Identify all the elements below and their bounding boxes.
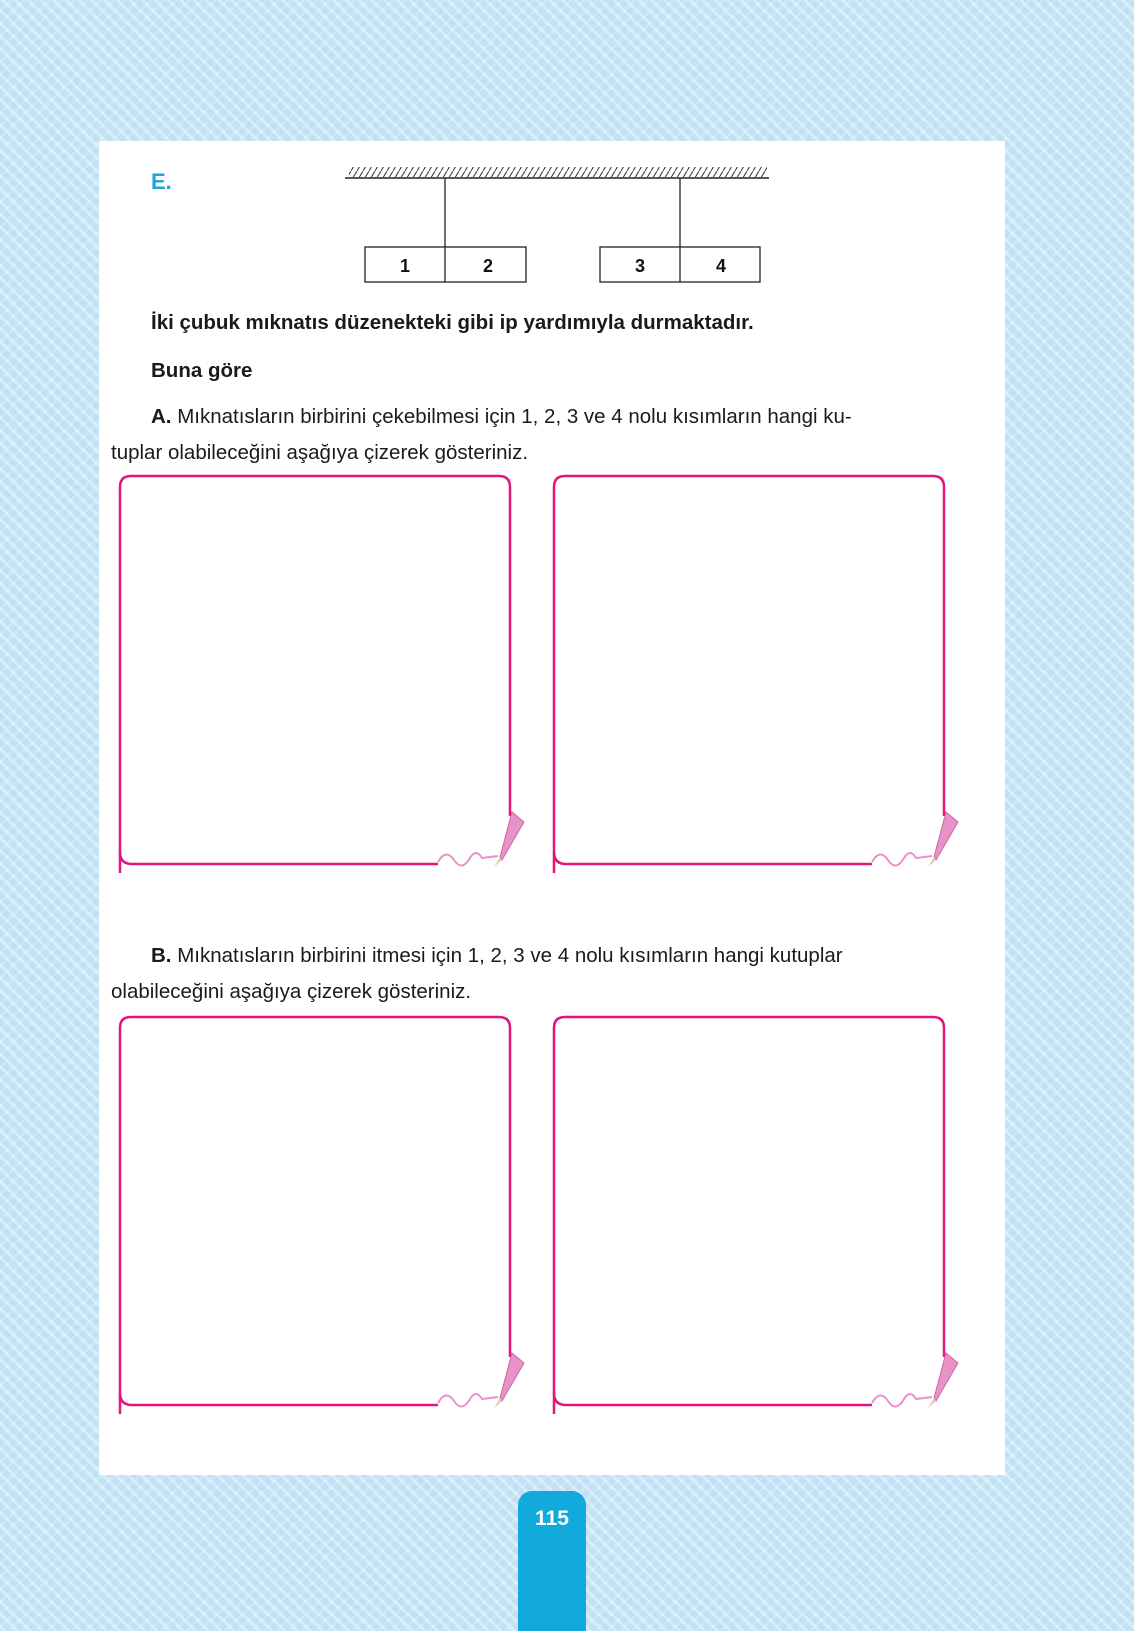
magnet-label-4: 4: [715, 256, 727, 276]
part-a-text-line2: tuplar olabileceğini aşağıya çizerek gösteriniz.: [111, 441, 529, 464]
magnet-label-2: 2: [482, 256, 494, 276]
part-b-text-line1: Mıknatısların birbirini itmesi için 1, 2, 3 ve 4 nolu kısımların hangi kutuplar: [171, 944, 843, 967]
part-a-drawing-box-right[interactable]: [550, 472, 960, 882]
part-b-drawing-box-left[interactable]: [116, 1013, 526, 1423]
according-label: Buna göre: [151, 359, 253, 382]
magnet-right: [600, 247, 760, 282]
page-number: 115: [535, 1507, 569, 1530]
section-letter: E.: [151, 169, 172, 194]
magnet-diagram: [99, 141, 1005, 291]
pencil-icon: [438, 1353, 524, 1408]
magnet-left: [365, 247, 526, 282]
pencil-icon: [872, 812, 958, 867]
magnet-label-1: 1: [399, 256, 411, 276]
part-a-label: A.: [151, 405, 172, 428]
part-a-text-line1: Mıknatısların birbirini çekebilmesi için 1, 2, 3 ve 4 nolu kısımların hangi ku-: [171, 405, 852, 428]
problem-statement: İki çubuk mıknatıs düzenekteki gibi ip yardımıyla durmaktadır.: [151, 311, 754, 334]
part-a-question: [111, 399, 991, 471]
pencil-icon: [872, 1353, 958, 1408]
pencil-icon: [438, 812, 524, 867]
part-a-drawing-box-left[interactable]: [116, 472, 526, 882]
ceiling: [345, 167, 769, 178]
part-b-text-line2: olabileceğini aşağıya çizerek gösteriniz.: [111, 980, 472, 1003]
page-number-tab: [518, 1491, 586, 1631]
magnet-label-3: 3: [634, 256, 646, 276]
part-b-drawing-box-right[interactable]: [550, 1013, 960, 1423]
part-b-label: B.: [151, 944, 172, 967]
worksheet-page: [99, 141, 1005, 1475]
part-b-question: [111, 938, 997, 1010]
